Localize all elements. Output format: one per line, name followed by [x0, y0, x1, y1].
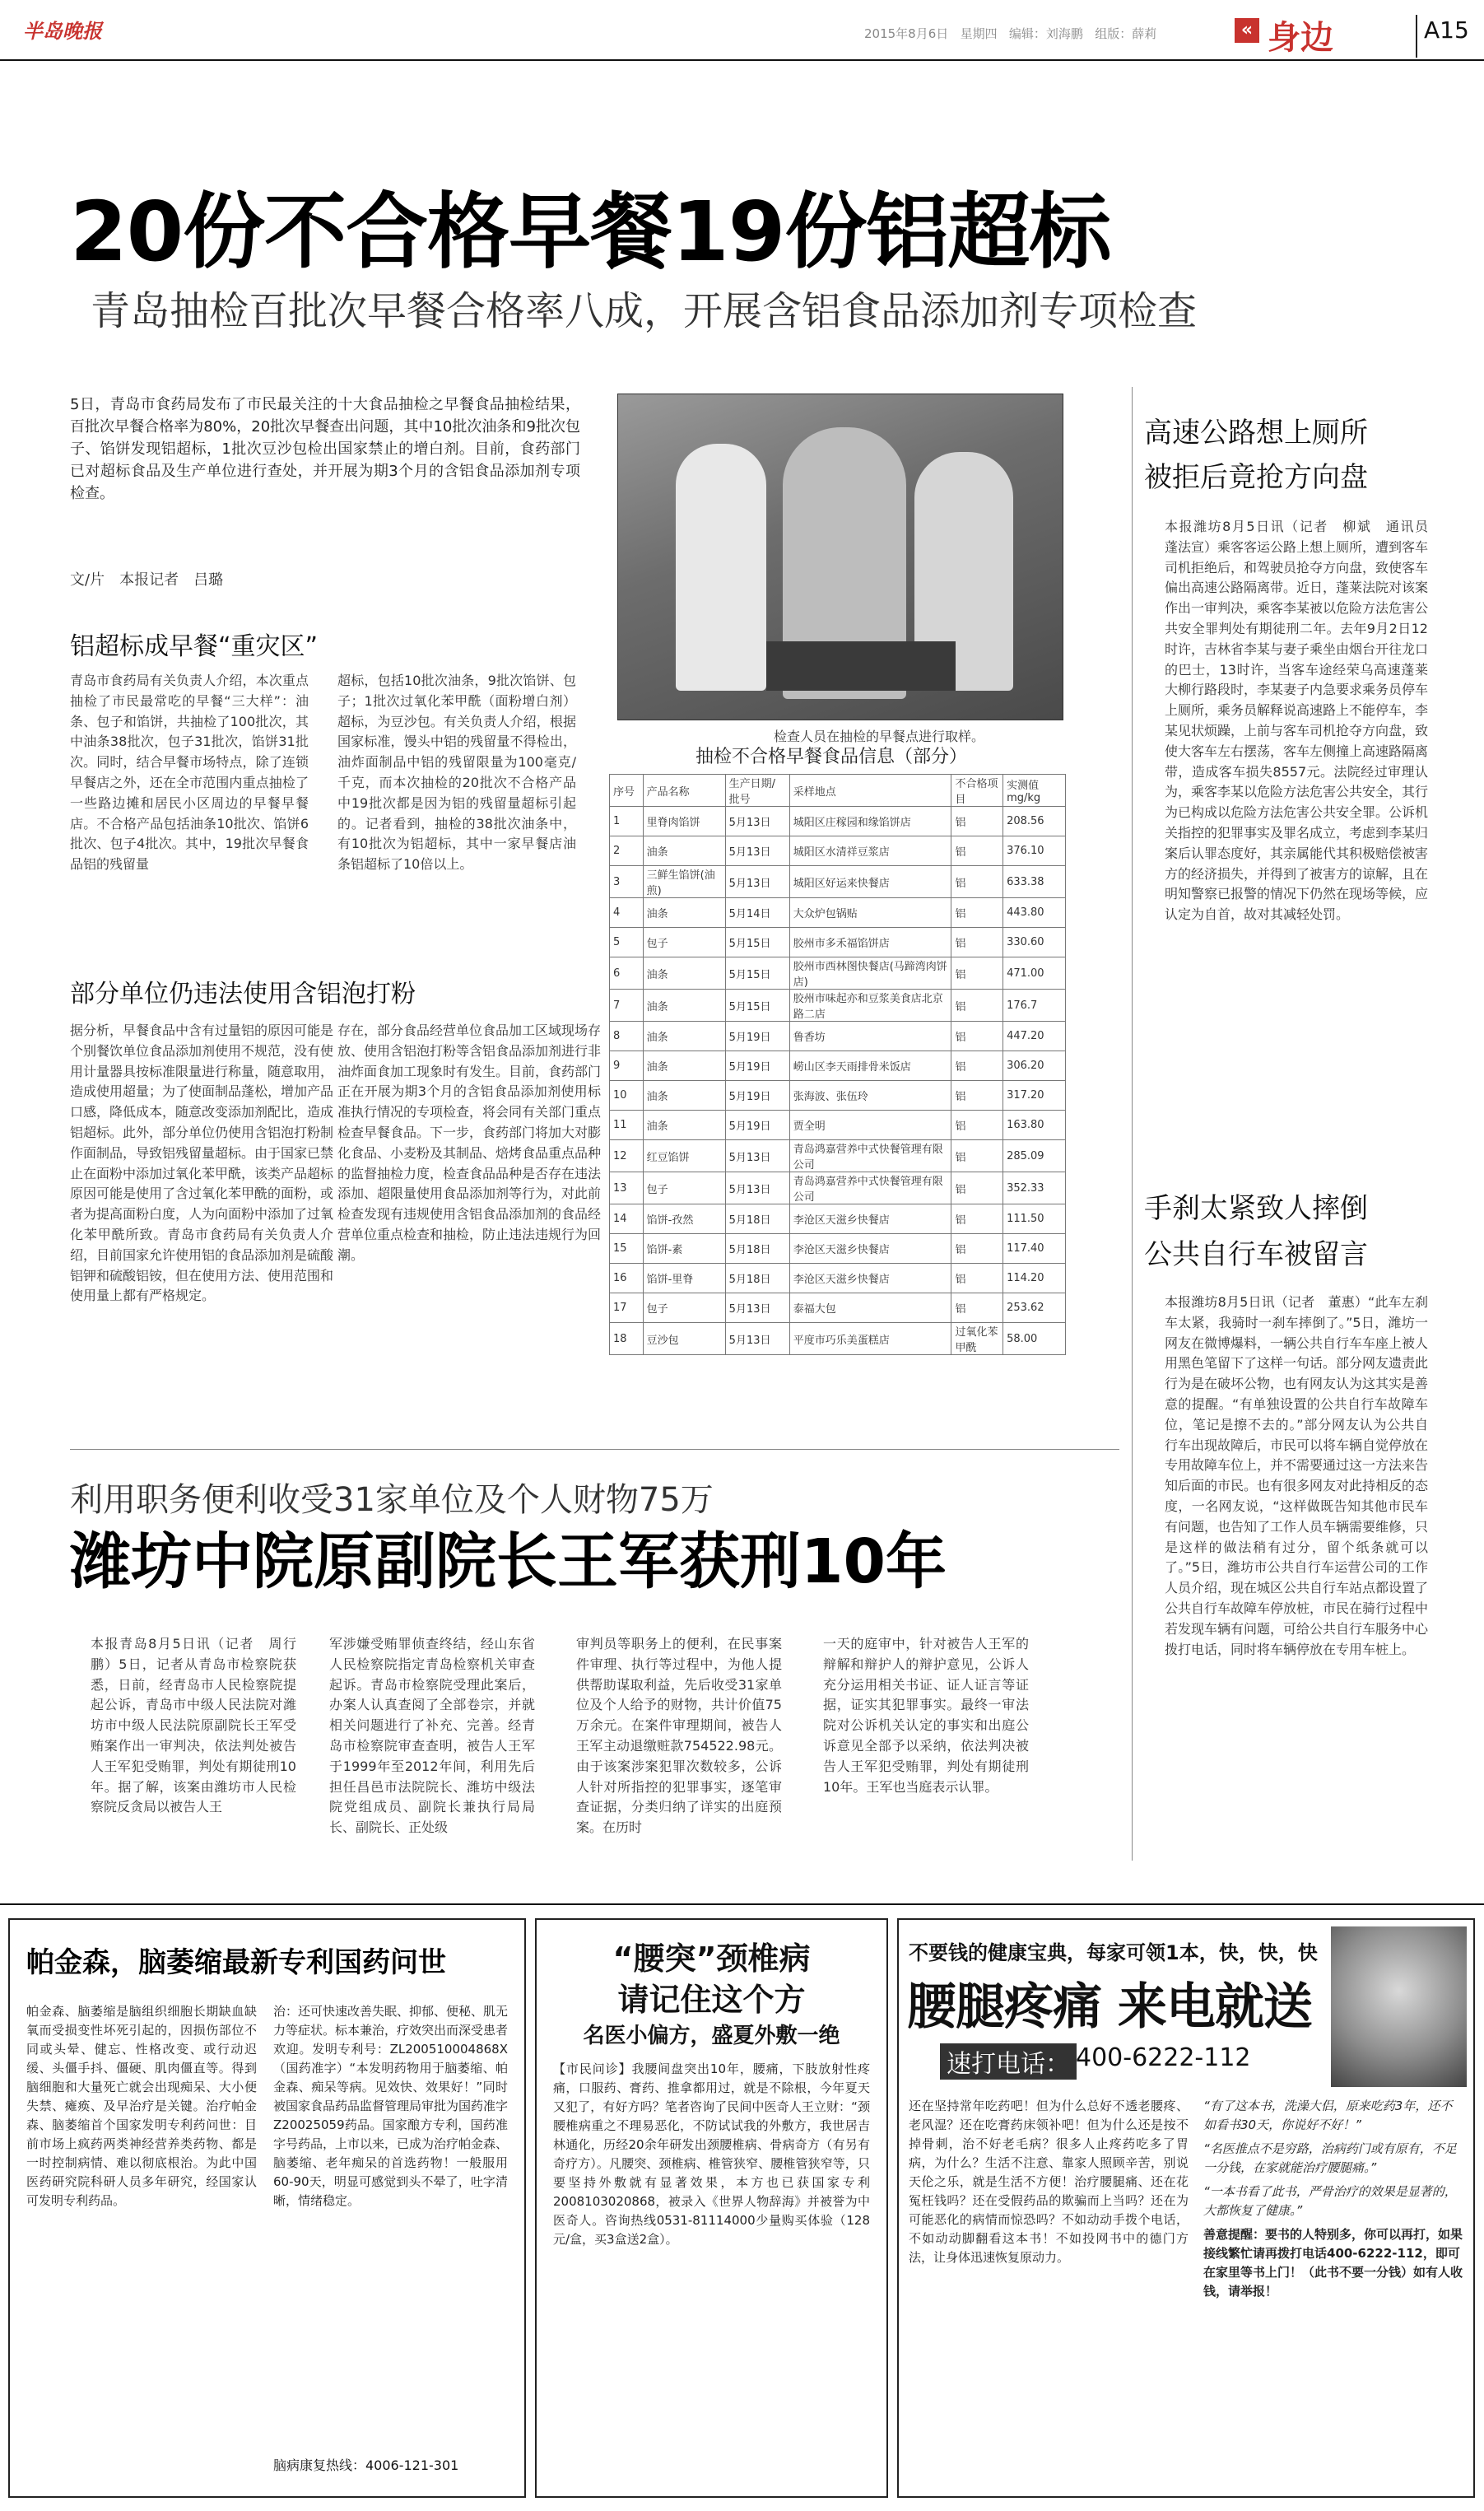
ad3-phone-label: 速打电话：: [940, 2043, 1077, 2080]
right-column-rule: [1132, 387, 1133, 1861]
table-cell: 胶州市味起亦和豆浆美食店北京路二店: [789, 990, 951, 1022]
table-cell: 泰福大包: [789, 1293, 951, 1323]
table-row: [610, 1264, 1066, 1293]
sec2-col2: 存在，部分食品经营单位食品加工区域现场存放、使用含铝泡打粉等含铝食品添加剂进行非油炸面食加工现象时有发生。目前，食药部门正在开展为期3个月的含铝食品添加剂使用标准执行情况的专项检查，将会同有关部门重点检查早餐食品。下一步，食药部门将加大对膨化食品、小麦粉及其制品、焙烤食品重点品种的监督抽检力度，检查食品品种是否存在违法添加、超限量使用食品添加剂等行为，对此前检查发现有违规使用含铝食品添加剂的食品经营单位重点检查和抽检，防止违法违规行为回潮。: [337, 1023, 602, 1263]
table-cell: 包子: [643, 1293, 725, 1323]
table-cell: 6: [610, 957, 644, 990]
table-cell: 5月14日: [725, 898, 789, 928]
second-col4: 一天的庭审中，针对被告人王军的辩解和辩护人的辩护意见，公诉人充分运用相关书证、证人证言等证据，证实其犯罪事实。最终一审法院对公诉机关认定的事实和出庭公诉意见全部予以采纳，依法判决被告人王军犯受贿罪，判处有期徒刑10年。王军也当庭表示认罪。: [823, 1636, 1029, 1795]
photo-caption: 检查人员在抽检的早餐点进行取样。: [774, 729, 985, 744]
main-byline: 文/片 本报记者 吕璐: [70, 571, 224, 589]
table-row: [610, 1022, 1066, 1051]
table-cell: 5月18日: [725, 1204, 789, 1234]
table-row: [610, 1323, 1066, 1355]
table-header-cell: 产品名称: [643, 775, 725, 807]
table-cell: 5月13日: [725, 1323, 789, 1355]
table-cell: 5月15日: [725, 990, 789, 1022]
story2-body: 本报潍坊8月5日讯（记者 董惠）“此车左刹车太紧，我骑时一刹车摔倒了。”5日，潍坊一网友在微博爆料，一辆公共自行车车座上被人用黑色笔留下了这样一句话。部分网友遗责此行为是在破坏公物，也有网友认为这其实是善意的提醒。“有单独设置的公共自行车故障车位，笔记是擦不去的。”部分网友认为公共自行车出现故障后，市民可以将车辆自觉停放在专用故障车位上，并不需要通过这一方法来告知后面的市民。也有很多网友对此持相反的态度，一名网友说，“这样做既告知其他市民车有问题，也告知了工作人员车辆需要维修，只是这样的做法稍有过分，留个纸条就可以了。”5日，潍坊市公共自行车运营公司的工作人员介绍，现在城区公共自行车站点都设置了公共自行车故障车停放桩，市民在骑行过程中若发现车辆有问题，可给公共自行车服务中心拨打电话，同时将车辆停放在专用车桩上。: [1165, 1294, 1429, 1657]
table-cell: 5: [610, 928, 644, 957]
table-cell: 铝: [951, 866, 1003, 898]
table-row: [610, 957, 1066, 990]
ad3-body: 还在坚持常年吃药吧！但为什么总好不透老腰疼、老风湿？还在吃膏药床领补吧！但为什么还是按不掉骨刺，治不好老毛病？很多人止疼药吃多了胃病，为什么？生活不注意、靠家人照顾辛苦，别说天伦之乐，就是生活不方便！治疗腰腿痛、还在花冤枉钱吗？还在受假药品的欺骗而上当吗？还在为可能恶化的病情而惊恐吗？不如动动手拨个电话，不如动动脚翻看这本书！不如投网书中的德门方法，让身体迅速恢复原动力。: [909, 2099, 1189, 2265]
table-cell: 5月15日: [725, 928, 789, 957]
header-date-line: [864, 25, 1156, 42]
table-cell: 馅饼-孜然: [643, 1204, 725, 1234]
table-cell: 鲁香坊: [789, 1022, 951, 1051]
table-header-cell: 实测值mg/kg: [1003, 775, 1066, 807]
table-cell: 馅饼-里脊: [643, 1264, 725, 1293]
table-cell: 大众炉包锅贴: [789, 898, 951, 928]
table-wrapper: [609, 774, 1066, 1355]
table-cell: 5月13日: [725, 836, 789, 866]
table-cell: 里脊肉馅饼: [643, 807, 725, 836]
table-row: [610, 866, 1066, 898]
table-header-cell: 不合格项目: [951, 775, 1003, 807]
table-cell: 铝: [951, 957, 1003, 990]
table-cell: 油条: [643, 898, 725, 928]
sec2-col1: 据分析，早餐食品中含有过量铝的原因可能是个别餐饮单位食品添加剂使用不规范，没有使用计量器具按标准限量进行称量，随意取用，造成使用超量；为了使面制品蓬松，增加产品口感，降低成本，随意改变添加剂配比，造成铝超标。此外，部分单位仍使用含铝泡打粉制作面制品，导致铝残留量超标。由于国家已禁止在面粉中添加过氧化苯甲酰，该类产品超标原因可能是使用了含过氧化苯甲酰的面粉，或者为提高面粉白度，人为向面粉中添加了过氧化苯甲酰所致。青岛市食药局有关负责人介绍，目前国家允许使用铝的食品添加剂是硫酸铝钾和硫酸铝铵，但在使用方法、使用范围和使用量上都有严格规定。: [70, 1023, 334, 1304]
table-cell: 1: [610, 807, 644, 836]
second-col3: 审判员等职务上的便利，在民事案件审理、执行等过程中，为他人提供帮助谋取利益，先后收受31家单位及个人给予的财物，共计价值75万余元。在案件审理期间，被告人王军主动退缴赃款754522.98元。由于该案涉案犯罪次数较多，公诉人针对所指控的犯罪事实，逐笔审查证据，分类归纳了详实的出庭预案。在历时: [576, 1636, 782, 1836]
table-row: [610, 1081, 1066, 1111]
story1-body: 本报潍坊8月5日讯（记者 柳斌 通讯员 蓬法宣）乘客客运公路上想上厕所，遭到客车司机拒绝后，和驾驶员抢夺方向盘，致使客车偏出高速公路隔离带。近日，蓬莱法院对该案作出一审判决，乘客李某被以危险方法危害公共安全罪判处有期徒刑二年。去年9月2日12时许，吉林省李某与妻子乘坐由烟台开往龙口的巴士，13时许，当客车途经荣乌高速蓬莱大柳行路段时，李某妻子内急要求乘务员停车上厕所，乘务员解释说高速路上不能停车，李某见状烦躁，上前与客车司机抢夺方向盘，致使大客车左右摆荡，客车左侧撞上高速路隔离带，造成客车损失8557元。法院经过审理认为，乘客李某以危险方法危害公共安全，其行为已构成以危险方法危害公共安全罪。公诉机关指控的犯罪事实及罪名成立，考虑到李某归案后认罪态度好，其亲属能代其积极赔偿被害方的经济损失，并得到了被害方的谅解，且在明知警察已报警的情况下仍然在现场等候，应认定为自首，故对其减轻处罚。: [1165, 519, 1442, 923]
table-cell: 豆沙包: [643, 1323, 725, 1355]
table-cell: 13: [610, 1172, 644, 1204]
story2-title-line1: 手刹太紧致人摔倒: [1144, 1192, 1368, 1225]
photo-food-tray: [766, 641, 956, 691]
table-cell: 4: [610, 898, 644, 928]
header-divider: [1416, 15, 1417, 58]
table-cell: 油条: [643, 1081, 725, 1111]
main-subheadline: 青岛抽检百批次早餐合格率八成，开展含铝食品添加剂专项检查: [91, 288, 1198, 334]
ad3-note: 善意提醒：要书的人特别多，你可以再打，如果接线繁忙请再拨打电话400-6222-112，即可在家里等书上门！（此书不要一分钱）如有人收钱，请举报！: [1203, 2227, 1463, 2299]
table-header-cell: 采样地点: [789, 775, 951, 807]
main-lead: 5日，青岛市食药局发布了市民最关注的十大食品抽检之早餐食品抽检结果，百批次早餐合格率为80%，20批次早餐查出问题，其中10批次油条和9批次包子、馅饼发现铝超标，1批次豆沙包检出国家禁止的增白剂。目前，食药部门已对超标食品及生产单位进行查处，并开展为期3个月的含铝食品添加剂专项检查。: [70, 396, 580, 502]
table-cell: 包子: [643, 928, 725, 957]
table-cell: 青岛鸿嘉营养中式快餐管理有限公司: [789, 1140, 951, 1172]
table-header-row: [610, 775, 1066, 807]
table-cell: 5月18日: [725, 1264, 789, 1293]
ad3-top-line: 不要钱的健康宝典，每家可领1本，快，快，快: [909, 1941, 1318, 1964]
story1-title-line2: 被拒后竟抢方向盘: [1144, 461, 1368, 494]
ad3-title: 腰腿疼痛 来电就送: [907, 1978, 1312, 2036]
table-cell: 11: [610, 1111, 644, 1140]
table-cell: 红豆馅饼: [643, 1140, 725, 1172]
table-cell: 447.20: [1003, 1022, 1066, 1051]
table-cell: 7: [610, 990, 644, 1022]
table-cell: 铝: [951, 1022, 1003, 1051]
table-cell: 5月15日: [725, 957, 789, 990]
table-header-cell: 生产日期/批号: [725, 775, 789, 807]
table-cell: 2: [610, 836, 644, 866]
photo-figure-left: [676, 444, 766, 691]
table-cell: 李沧区天滋乡快餐店: [789, 1264, 951, 1293]
table-title: 抽检不合格早餐食品信息（部分）: [695, 747, 968, 767]
sec1-col1: 青岛市食药局有关负责人介绍，本次重点抽检了市民最常吃的早餐“三大样”：油条、包子和馅饼，共抽检了100批次，其中油条38批次，包子31批次，馅饼31批次。同时，结合早餐市场特点，除了连锁早餐店之外，还在全市范围内重点抽检了一些路边摊和居民小区周边的早餐早餐店。不合格产品包括油条10批次、馅饼6批次、包子4批次。其中，19批次早餐食品铝的残留量: [70, 673, 309, 873]
masthead-logo: 半岛晚报: [23, 19, 102, 43]
table-row: [610, 1051, 1066, 1081]
ad2-title-line1: “腰突”颈椎病: [612, 1940, 811, 1977]
table-cell: 117.40: [1003, 1234, 1066, 1264]
table-cell: 306.20: [1003, 1051, 1066, 1081]
inspection-photo: [617, 394, 1063, 720]
table-cell: 铝: [951, 1051, 1003, 1081]
table-cell: 铝: [951, 898, 1003, 928]
header-designer: 组版：薛莉: [1095, 26, 1157, 41]
table-cell: 163.80: [1003, 1111, 1066, 1140]
table-cell: 铝: [951, 1111, 1003, 1140]
table-cell: 过氧化苯甲酰: [951, 1323, 1003, 1355]
header-weekday: 星期四: [960, 26, 998, 41]
table-cell: 铝: [951, 1293, 1003, 1323]
ad2-subtitle: 名医小偏方，盛夏外敷一绝: [583, 2024, 840, 2048]
ad-spine: [535, 1918, 888, 2498]
table-row: [610, 836, 1066, 866]
second-kicker: 利用职务便利收受31家单位及个人财物75万: [70, 1481, 714, 1519]
table-cell: 253.62: [1003, 1293, 1066, 1323]
table-cell: 平度市巧乐美蛋糕店: [789, 1323, 951, 1355]
ad3-quotes: [1203, 2097, 1463, 2484]
table-cell: 12: [610, 1140, 644, 1172]
table-cell: 油条: [643, 1022, 725, 1051]
table-cell: 5月18日: [725, 1234, 789, 1264]
table-cell: 58.00: [1003, 1323, 1066, 1355]
table-cell: 油条: [643, 1111, 725, 1140]
table-row: [610, 1204, 1066, 1234]
second-headline: 潍坊中院原副院长王军获刑10年: [70, 1526, 947, 1597]
ad1-title: 帕金森，脑萎缩最新专利国药问世: [26, 1946, 446, 1979]
table-cell: 馅饼-素: [643, 1234, 725, 1264]
table-cell: 176.7: [1003, 990, 1066, 1022]
table-cell: 铝: [951, 836, 1003, 866]
ad2-title-line2: 请记住这个方: [617, 1982, 806, 2018]
table-cell: 114.20: [1003, 1264, 1066, 1293]
failed-items-table: [609, 774, 1066, 1355]
table-cell: 5月13日: [725, 866, 789, 898]
ad3-portrait: [1331, 1926, 1467, 2087]
table-cell: 471.00: [1003, 957, 1066, 990]
sec1-title: 铝超标成早餐“重灾区”: [70, 632, 319, 661]
story1-title-line1: 高速公路想上厕所: [1144, 417, 1368, 450]
table-cell: 铝: [951, 1264, 1003, 1293]
second-col2: 军涉嫌受贿罪侦查终结，经山东省人民检察院指定青岛检察机关审查起诉。青岛市检察院受理此案后，办案人认真查阅了全部卷宗，并就相关问题进行了补充、完善。经青岛市检察院审查查明，被告人王军于1999年至2012年间，利用先后担任昌邑市法院院长、潍坊中级法院党组成员、副院长兼执行局局长、副院长、正处级: [329, 1636, 535, 1836]
table-cell: 城阳区庄稼园和缘馅饼店: [789, 807, 951, 836]
table-cell: 油条: [643, 957, 725, 990]
table-row: [610, 1140, 1066, 1172]
table-cell: 317.20: [1003, 1081, 1066, 1111]
table-cell: 5月19日: [725, 1111, 789, 1140]
table-cell: 铝: [951, 1172, 1003, 1204]
table-cell: 18: [610, 1323, 644, 1355]
ad-parkinson: [8, 1918, 526, 2498]
ads-rule: [0, 1903, 1484, 1905]
table-cell: 5月13日: [725, 1293, 789, 1323]
sec2-title: 部分单位仍违法使用含铝泡打粉: [70, 980, 416, 1009]
table-cell: 崂山区李天雨排骨米饭店: [789, 1051, 951, 1081]
table-cell: 三鲜生馅饼(油煎): [643, 866, 725, 898]
table-cell: 铝: [951, 1204, 1003, 1234]
table-row: [610, 928, 1066, 957]
table-cell: 李沧区天滋乡快餐店: [789, 1234, 951, 1264]
table-row: [610, 1234, 1066, 1264]
section-arrow-icon: «: [1235, 18, 1259, 43]
table-cell: 3: [610, 866, 644, 898]
table-row: [610, 807, 1066, 836]
table-cell: 铝: [951, 1234, 1003, 1264]
table-cell: 胶州市多禾福馅饼店: [789, 928, 951, 957]
table-cell: 油条: [643, 836, 725, 866]
table-row: [610, 1293, 1066, 1323]
ad3-quote: “名医推点不是穷路，治病药门或有原有，不足一分钱，在家就能治疗腰腿痛。”: [1203, 2141, 1457, 2175]
section-name: 身边: [1268, 19, 1333, 57]
table-cell: 5月13日: [725, 807, 789, 836]
ad2-body: 【市民问诊】我腰间盘突出10年，腰痛，下肢放射性疼痛，口服药、膏药、推拿都用过，就是不除根，今年夏天又犯了，有好方吗？笔者咨询了民间中医奇人王立财：“颈腰椎病重之不理易恶化，不防试试我的外敷方，我世居吉林通化，历经20余年研发出颈腰椎病、骨病奇方（有另有奇疗方）。凡腰突、颈椎病、椎管狭窄、腰椎管狭窄等，只要坚持外敷就有显著效果，本方也已获国家专利2008103020868，被录入《世界人物辞海》并被誉为中医奇人。咨询热线0531-81114000少量购买体验（128元/盒，买3盒送2盒）。: [553, 2061, 870, 2247]
table-cell: 8: [610, 1022, 644, 1051]
table-cell: 376.10: [1003, 836, 1066, 866]
table-cell: 352.33: [1003, 1172, 1066, 1204]
ad1-phone: 脑病康复热线：4006-121-301: [273, 2457, 459, 2473]
table-cell: 铝: [951, 928, 1003, 957]
table-cell: 油条: [643, 990, 725, 1022]
table-header-cell: 序号: [610, 775, 644, 807]
table-row: [610, 1172, 1066, 1204]
table-cell: 15: [610, 1234, 644, 1264]
table-cell: 铝: [951, 990, 1003, 1022]
table-cell: 胶州市西林图快餐店(马蹄湾肉饼店): [789, 957, 951, 990]
table-cell: 城阳区水清祥豆浆店: [789, 836, 951, 866]
table-cell: 10: [610, 1081, 644, 1111]
table-cell: 9: [610, 1051, 644, 1081]
table-cell: 5月13日: [725, 1172, 789, 1204]
table-cell: 贾全明: [789, 1111, 951, 1140]
main-headline: 20份不合格早餐19份铝超标: [70, 184, 1111, 280]
table-cell: 17: [610, 1293, 644, 1323]
second-story-rule: [70, 1449, 1119, 1450]
table-cell: 5月19日: [725, 1051, 789, 1081]
table-cell: 330.60: [1003, 928, 1066, 957]
table-cell: 285.09: [1003, 1140, 1066, 1172]
table-cell: 铝: [951, 1140, 1003, 1172]
table-row: [610, 990, 1066, 1022]
table-cell: 16: [610, 1264, 644, 1293]
table-cell: 铝: [951, 1081, 1003, 1111]
sec1-col2: 超标，包括10批次油条，9批次馅饼、包子；1批次过氧化苯甲酰（面粉增白剂）超标，为豆沙包。有关负责人介绍，根据国家标准，馒头中铝的残留量不得检出，油炸面制品中铝的残留限量为100毫克/千克，而本次抽检的20批次不合格产品中19批次都是因为铝的残留量超标引起的。记者看到，抽检的38批次油条中，有10批次为铝超标，其中一家早餐店油条铝超标了10倍以上。: [337, 673, 576, 873]
table-row: [610, 1111, 1066, 1140]
table-cell: 633.38: [1003, 866, 1066, 898]
ad-back-pain: [897, 1918, 1475, 2498]
table-cell: 111.50: [1003, 1204, 1066, 1234]
table-cell: 208.56: [1003, 807, 1066, 836]
table-cell: 5月13日: [725, 1140, 789, 1172]
table-cell: 城阳区好运来快餐店: [789, 866, 951, 898]
header-rule: [0, 59, 1484, 61]
table-cell: 张海波、张伍玲: [789, 1081, 951, 1111]
table-cell: 5月19日: [725, 1081, 789, 1111]
page-number: A15: [1424, 16, 1469, 44]
table-cell: 李沧区天滋乡快餐店: [789, 1204, 951, 1234]
second-col1: 本报青岛8月5日讯（记者 周行鹏）5日，记者从青岛市检察院获悉，日前，经青岛市人民检察院提起公诉，青岛市中级人民法院对潍坊市中级人民法院原副院长王军受贿案作出一审判决，依法判处被告人王军犯受贿罪，判处有期徒刑10年。据了解，该案由潍坊市人民检察院反贪局以被告人王: [91, 1636, 296, 1815]
table-cell: 油条: [643, 1051, 725, 1081]
table-cell: 14: [610, 1204, 644, 1234]
header-date: 2015年8月6日: [864, 26, 949, 41]
ad3-quote: “一本书看了此书，严骨治疗的效果是显著的，大都恢复了健康。”: [1203, 2184, 1457, 2218]
story2-title-line2: 公共自行车被留言: [1144, 1238, 1368, 1271]
table-row: [610, 898, 1066, 928]
table-cell: 青岛鸿嘉营养中式快餐管理有限公司: [789, 1172, 951, 1204]
ad1-col2: 治：还可快速改善失眠、抑郁、便秘、肌无力等症状。标本兼治，疗效突出而深受患者欢迎。发明专利号：ZL200510004868X（国药准字）“本发明药物用于脑萎缩、帕金森、痴呆等病。见效快、效果好！”同时被国家食品药品监督管理局审批为国药准字Z20025059药品。国家酿方专利，国药准字号药品，上市以来，已成为治疗帕金森、脑萎缩、老年痴呆的首选药物！一般服用60-90天，明显可感觉到头不晕了，吐字清晰，情绪稳定。: [273, 2004, 509, 2208]
table-cell: 包子: [643, 1172, 725, 1204]
table-cell: 铝: [951, 807, 1003, 836]
table-cell: 5月19日: [725, 1022, 789, 1051]
ad1-col1: 帕金森、脑萎缩是脑组织细胞长期缺血缺氧而受损变性坏死引起的，因损伤部位不同或头晕、健忘、性格改变、或行动迟缓、头僵手抖、僵硬、肌肉僵直等。得到脑细胞和大量死亡就会出现痴呆、大小便失禁、瘫痪、及早治疗是关键。治疗帕金森、脑萎缩首个国家发明专利药问世：目前市场上疯药两类神经营养类药物、都是一时控制病情、难以彻底根治。为此中国医药研究院科研人员多年研究，经国家认可发明专利药品。: [26, 2004, 257, 2208]
table-cell: 443.80: [1003, 898, 1066, 928]
header-editor: 编辑：刘海鹏: [1008, 26, 1083, 41]
ad3-phone: 400-6222-112: [1076, 2043, 1251, 2072]
ad3-quote: “有了这本书，洗澡大侣，原来吃药3年，还不如看书30天，你说好不好！”: [1203, 2099, 1453, 2132]
